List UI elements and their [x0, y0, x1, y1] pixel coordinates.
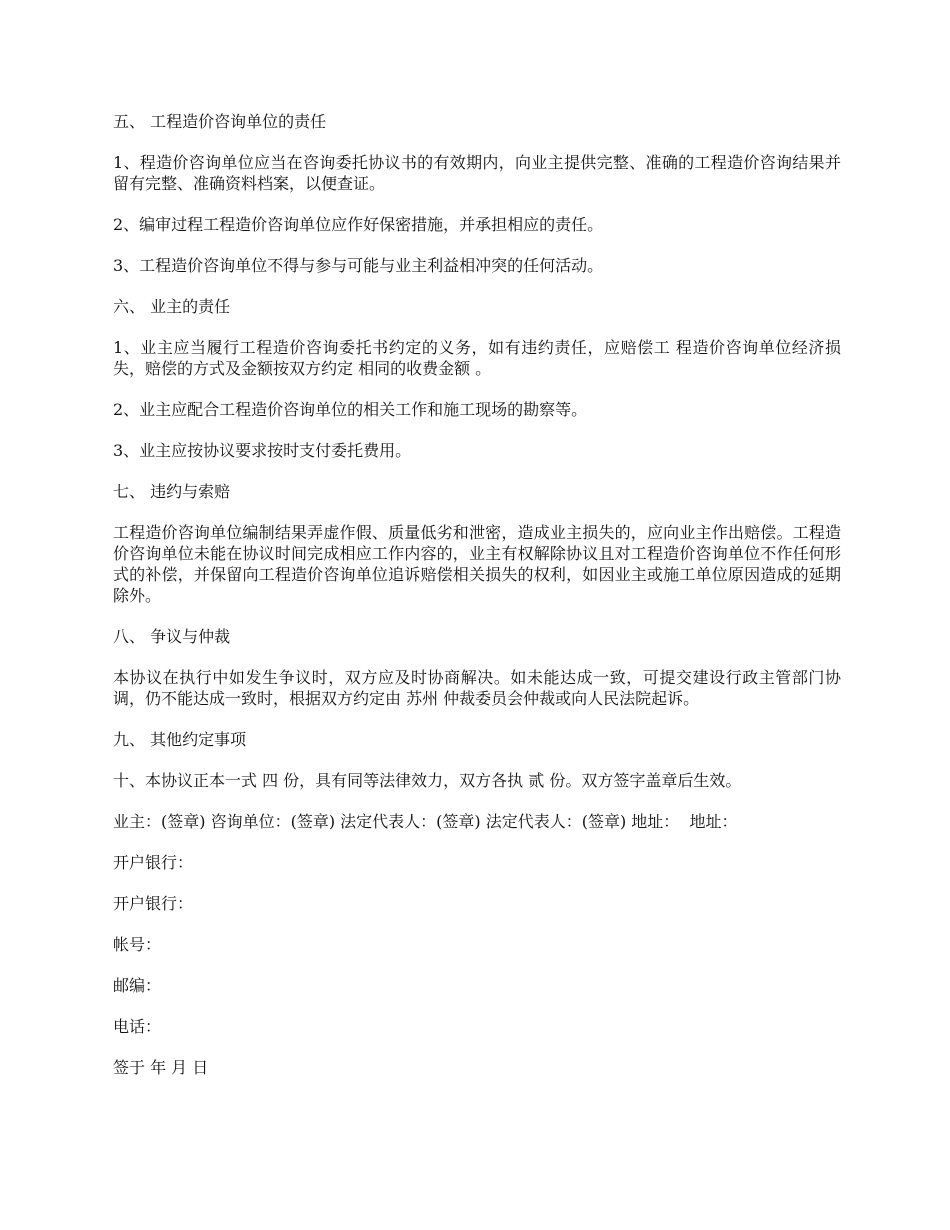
paragraph: 1、程造价咨询单位应当在咨询委托协议书的有效期内，向业主提供完整、准确的工程造价咨询结果并留有完整、准确资料档案，以便查证。 — [113, 153, 841, 193]
paragraph: 3、工程造价咨询单位不得与参与可能与业主利益相冲突的任何活动。 — [113, 256, 604, 275]
paragraph: 十、本协议正本一式 四 份，具有同等法律效力，双方各执 贰 份。双方签字盖章后生效。 — [113, 771, 742, 790]
section-heading-8: 八、 争议与仲裁 — [113, 627, 231, 646]
paragraph: 2、编审过程工程造价咨询单位应作好保密措施，并承担相应的责任。 — [113, 215, 604, 234]
paragraph: 3、业主应按协议要求按时支付委托费用。 — [113, 441, 412, 460]
paragraph: 2、业主应配合工程造价咨询单位的相关工作和施工现场的勘察等。 — [113, 400, 588, 419]
section-heading-7: 七、 违约与索赔 — [113, 482, 231, 501]
paragraph: 本协议在执行中如发生争议时，双方应及时协商解决。如未能达成一致，可提交建设行政主管部门协调，仍不能达成一致时，根据双方约定由 苏州 仲裁委员会仲裁或向人民法院起诉。 — [113, 668, 841, 708]
document-page — [113, 111, 841, 1098]
section-heading-6: 六、 业主的责任 — [113, 297, 231, 316]
signature-line: 业主：(签章) 咨询单位：(签章) 法定代表人：(签章) 法定代表人：(签章) 地址： 地址： — [113, 812, 738, 831]
phone-field: 电话： — [113, 1017, 162, 1036]
section-heading-5: 五、 工程造价咨询单位的责任 — [113, 112, 327, 131]
postcode-field: 邮编： — [113, 976, 162, 995]
paragraph: 1、业主应当履行工程造价咨询委托书约定的义务，如有违约责任，应赔偿工 程造价咨询单位经济损失，赔偿的方式及金额按双方约定 相同的收费金额 。 — [113, 338, 841, 378]
paragraph: 工程造价咨询单位编制结果弄虚作假、质量低劣和泄密，造成业主损失的，应向业主作出赔偿。工程造价咨询单位未能在协议时间完成相应工作内容的，业主有权解除协议且对工程造价咨询单位不作任何形式的补偿，并保留向工程造价咨询单位追诉赔偿相关损失的权利，如因业主或施工单位原因造成的延期除外。 — [113, 523, 841, 605]
bank-field: 开户银行： — [113, 894, 194, 913]
bank-field: 开户银行： — [113, 853, 194, 872]
section-heading-9: 九、 其他约定事项 — [113, 730, 247, 749]
account-field: 帐号： — [113, 935, 162, 954]
signed-date: 签于 年 月 日 — [113, 1058, 209, 1077]
